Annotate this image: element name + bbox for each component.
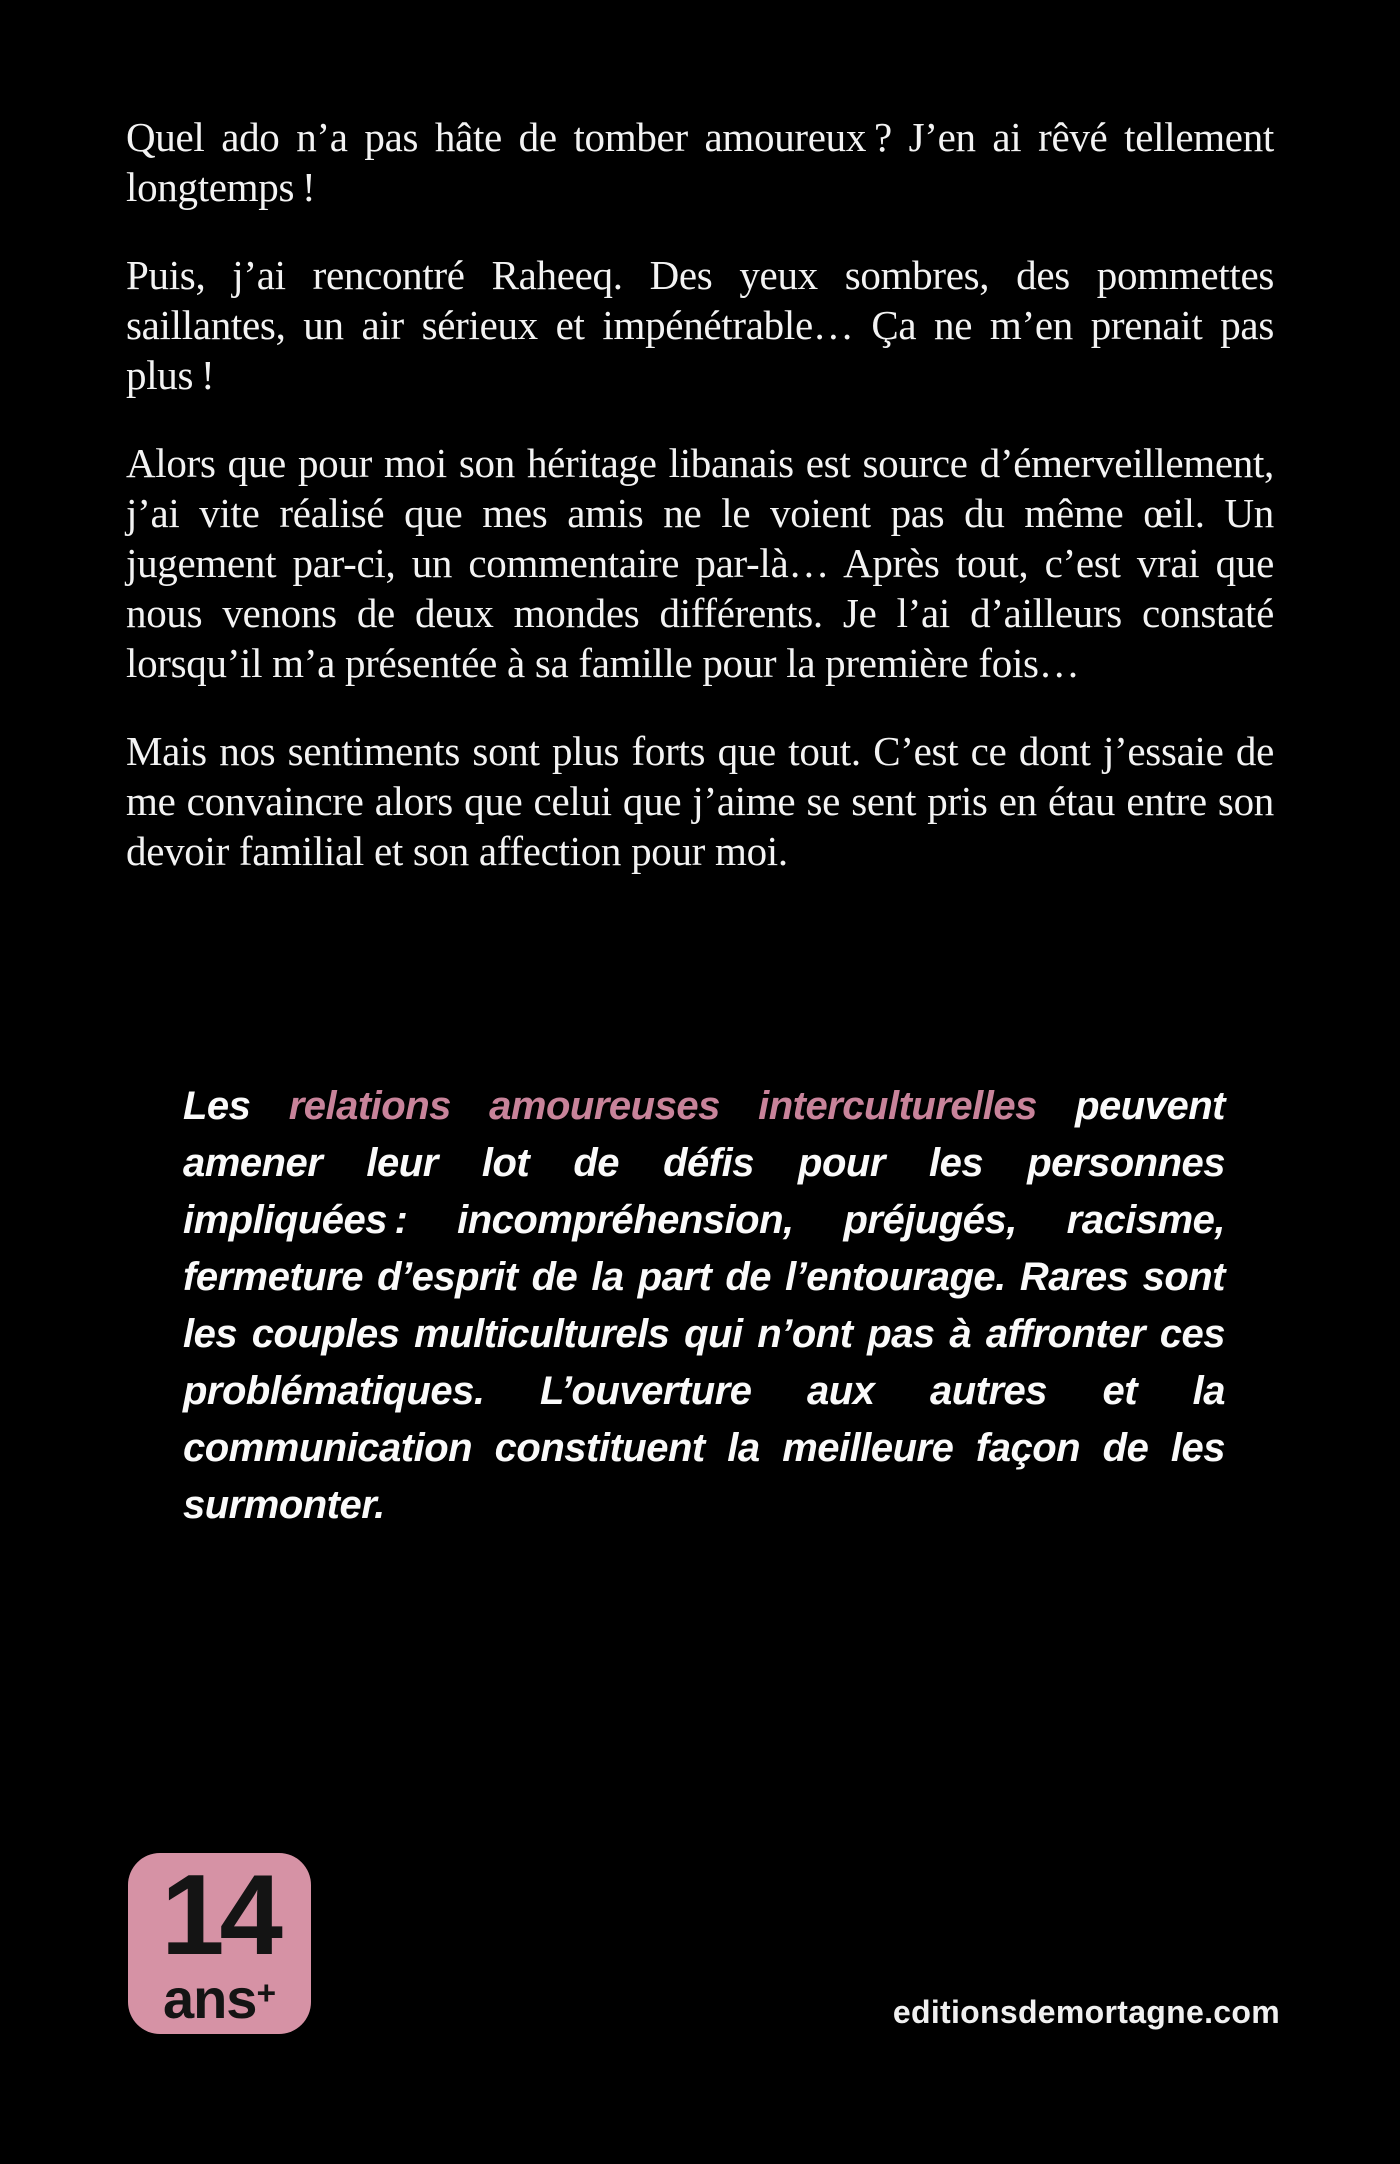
age-rating-badge <box>128 1853 311 2034</box>
age-rating-unit: ans+ <box>162 1966 277 2030</box>
theme-note-rest: peuvent amener leur lot de défis pour les personnes impliquées : incompréhension, préjugés, racisme, fermeture d’esprit de la part de l’entourage. Rares sont les couples multiculturels qui n’ont pas à affronter ces problématiques. L’ouverture aux autres et la communication constituent la meilleure façon de les surmonter. <box>183 1084 1225 1527</box>
age-rating-plus-sign: + <box>256 1974 277 2012</box>
theme-note-paragraph <box>183 1078 1225 1534</box>
publisher-website: editionsdemortagne.com <box>892 1994 1280 2030</box>
blurb-paragraph-3: Alors que pour moi son héritage libanais est source d’émerveillement, j’ai vite réalisé que mes amis ne le voient pas du même œil. Un jugement par-ci, un commentaire par-là… Après tout, c’est vrai que nous venons de deux mondes différents. Je l’ai d’ailleurs constaté lorsqu’il m’a présentée à sa famille pour la première fois… <box>126 440 1274 686</box>
blurb-paragraph-1: Quel ado n’a pas hâte de tomber amoureux ? J’en ai rêvé tellement longtemps ! <box>126 114 1274 210</box>
blurb-paragraph-2: Puis, j’ai rencontré Raheeq. Des yeux sombres, des pommettes saillantes, un air sérieux et impénétrable… Ça ne m’en prenait pas plus ! <box>126 252 1274 398</box>
story-blurb <box>126 112 1274 914</box>
blurb-paragraph-4: Mais nos sentiments sont plus forts que tout. C’est ce dont j’essaie de me convaincre alors que celui que j’aime se sent pris en étau entre son devoir familial et son affection pour moi. <box>126 728 1274 874</box>
age-rating-number: 14 <box>161 1852 278 1980</box>
theme-note-lead: Les <box>183 1084 289 1128</box>
theme-note-highlight: relations amoureuses interculturelles <box>288 1084 1037 1128</box>
